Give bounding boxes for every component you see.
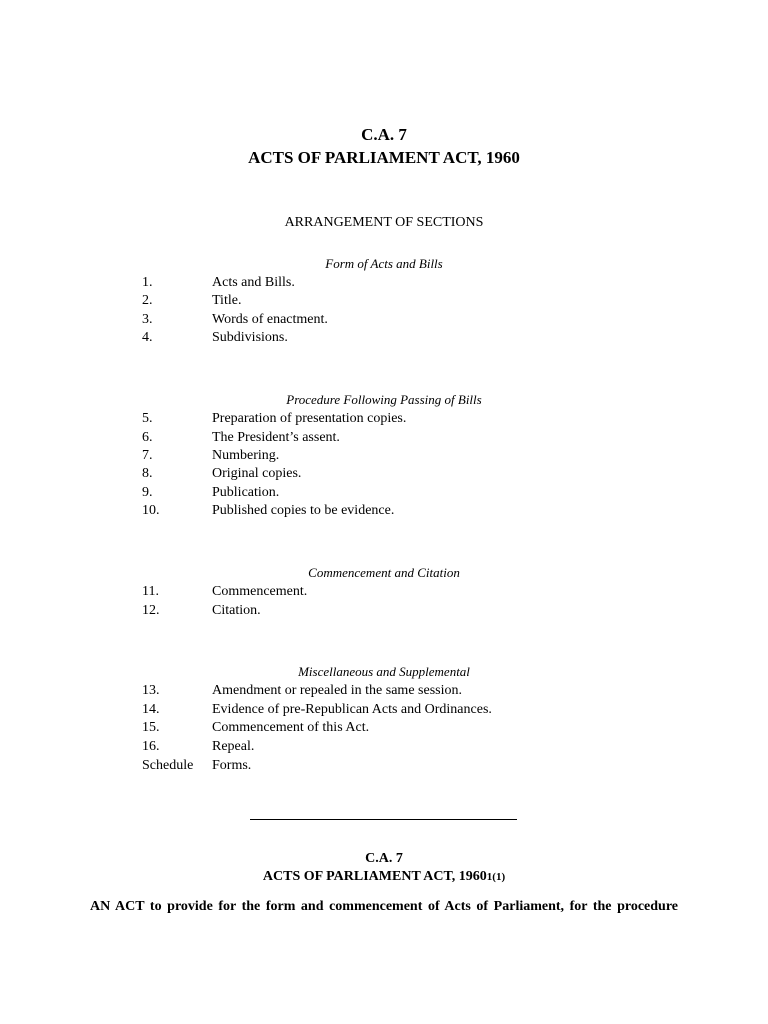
section-title: Numbering. — [212, 448, 280, 463]
section-title: Title. — [212, 293, 242, 308]
body-act-title-text: ACTS OF PARLIAMENT ACT, 1960 — [262, 869, 487, 884]
section-number: 3. — [142, 312, 153, 327]
section-number: 10. — [142, 503, 160, 518]
section-title: Publication. — [212, 485, 280, 500]
section-title: Acts and Bills. — [212, 275, 295, 290]
section-title: Commencement. — [212, 584, 308, 599]
section-number: 15. — [142, 720, 160, 735]
section-number: 12. — [142, 603, 160, 618]
group-heading: Procedure Following Passing of Bills — [286, 392, 482, 407]
section-number: 14. — [142, 702, 160, 717]
section-title: Original copies. — [212, 466, 302, 481]
chapter-number: C.A. 7 — [361, 125, 407, 144]
section-title: Commencement of this Act. — [212, 720, 370, 735]
section-number: 6. — [142, 430, 153, 445]
section-number: 11. — [142, 584, 159, 599]
section-number: 13. — [142, 683, 160, 698]
section-title: Words of enactment. — [212, 312, 328, 327]
section-number: 16. — [142, 739, 160, 754]
group-heading: Miscellaneous and Supplemental — [298, 664, 470, 679]
section-number: 4. — [142, 330, 153, 345]
long-title: AN ACT to provide for the form and commencement of Acts of Parliament, for the procedure — [90, 899, 678, 914]
section-number: 2. — [142, 293, 153, 308]
section-title: Published copies to be evidence. — [212, 503, 395, 518]
footnote-reference: 1(1) — [486, 871, 506, 883]
section-number: 1. — [142, 275, 153, 290]
section-number: 5. — [142, 411, 153, 426]
section-title: Evidence of pre-Republican Acts and Ordinances. — [212, 702, 492, 717]
act-title: ACTS OF PARLIAMENT ACT, 1960 — [248, 148, 520, 167]
section-number: Schedule — [142, 758, 194, 773]
arrangement-heading: ARRANGEMENT OF SECTIONS — [284, 215, 484, 230]
section-number: 7. — [142, 448, 153, 463]
section-number: 8. — [142, 466, 153, 481]
body-chapter-number: C.A. 7 — [365, 851, 403, 866]
section-title: Citation. — [212, 603, 261, 618]
horizontal-rule — [250, 819, 517, 820]
section-title: Forms. — [212, 758, 252, 773]
section-title: Preparation of presentation copies. — [212, 411, 407, 426]
section-title: Amendment or repealed in the same session. — [212, 683, 462, 698]
section-title: Subdivisions. — [212, 330, 288, 345]
section-title: Repeal. — [212, 739, 255, 754]
group-heading: Form of Acts and Bills — [325, 256, 443, 271]
section-title: The President’s assent. — [212, 430, 340, 445]
body-act-title — [0, 869, 768, 885]
group-heading: Commencement and Citation — [308, 565, 460, 580]
section-number: 9. — [142, 485, 153, 500]
